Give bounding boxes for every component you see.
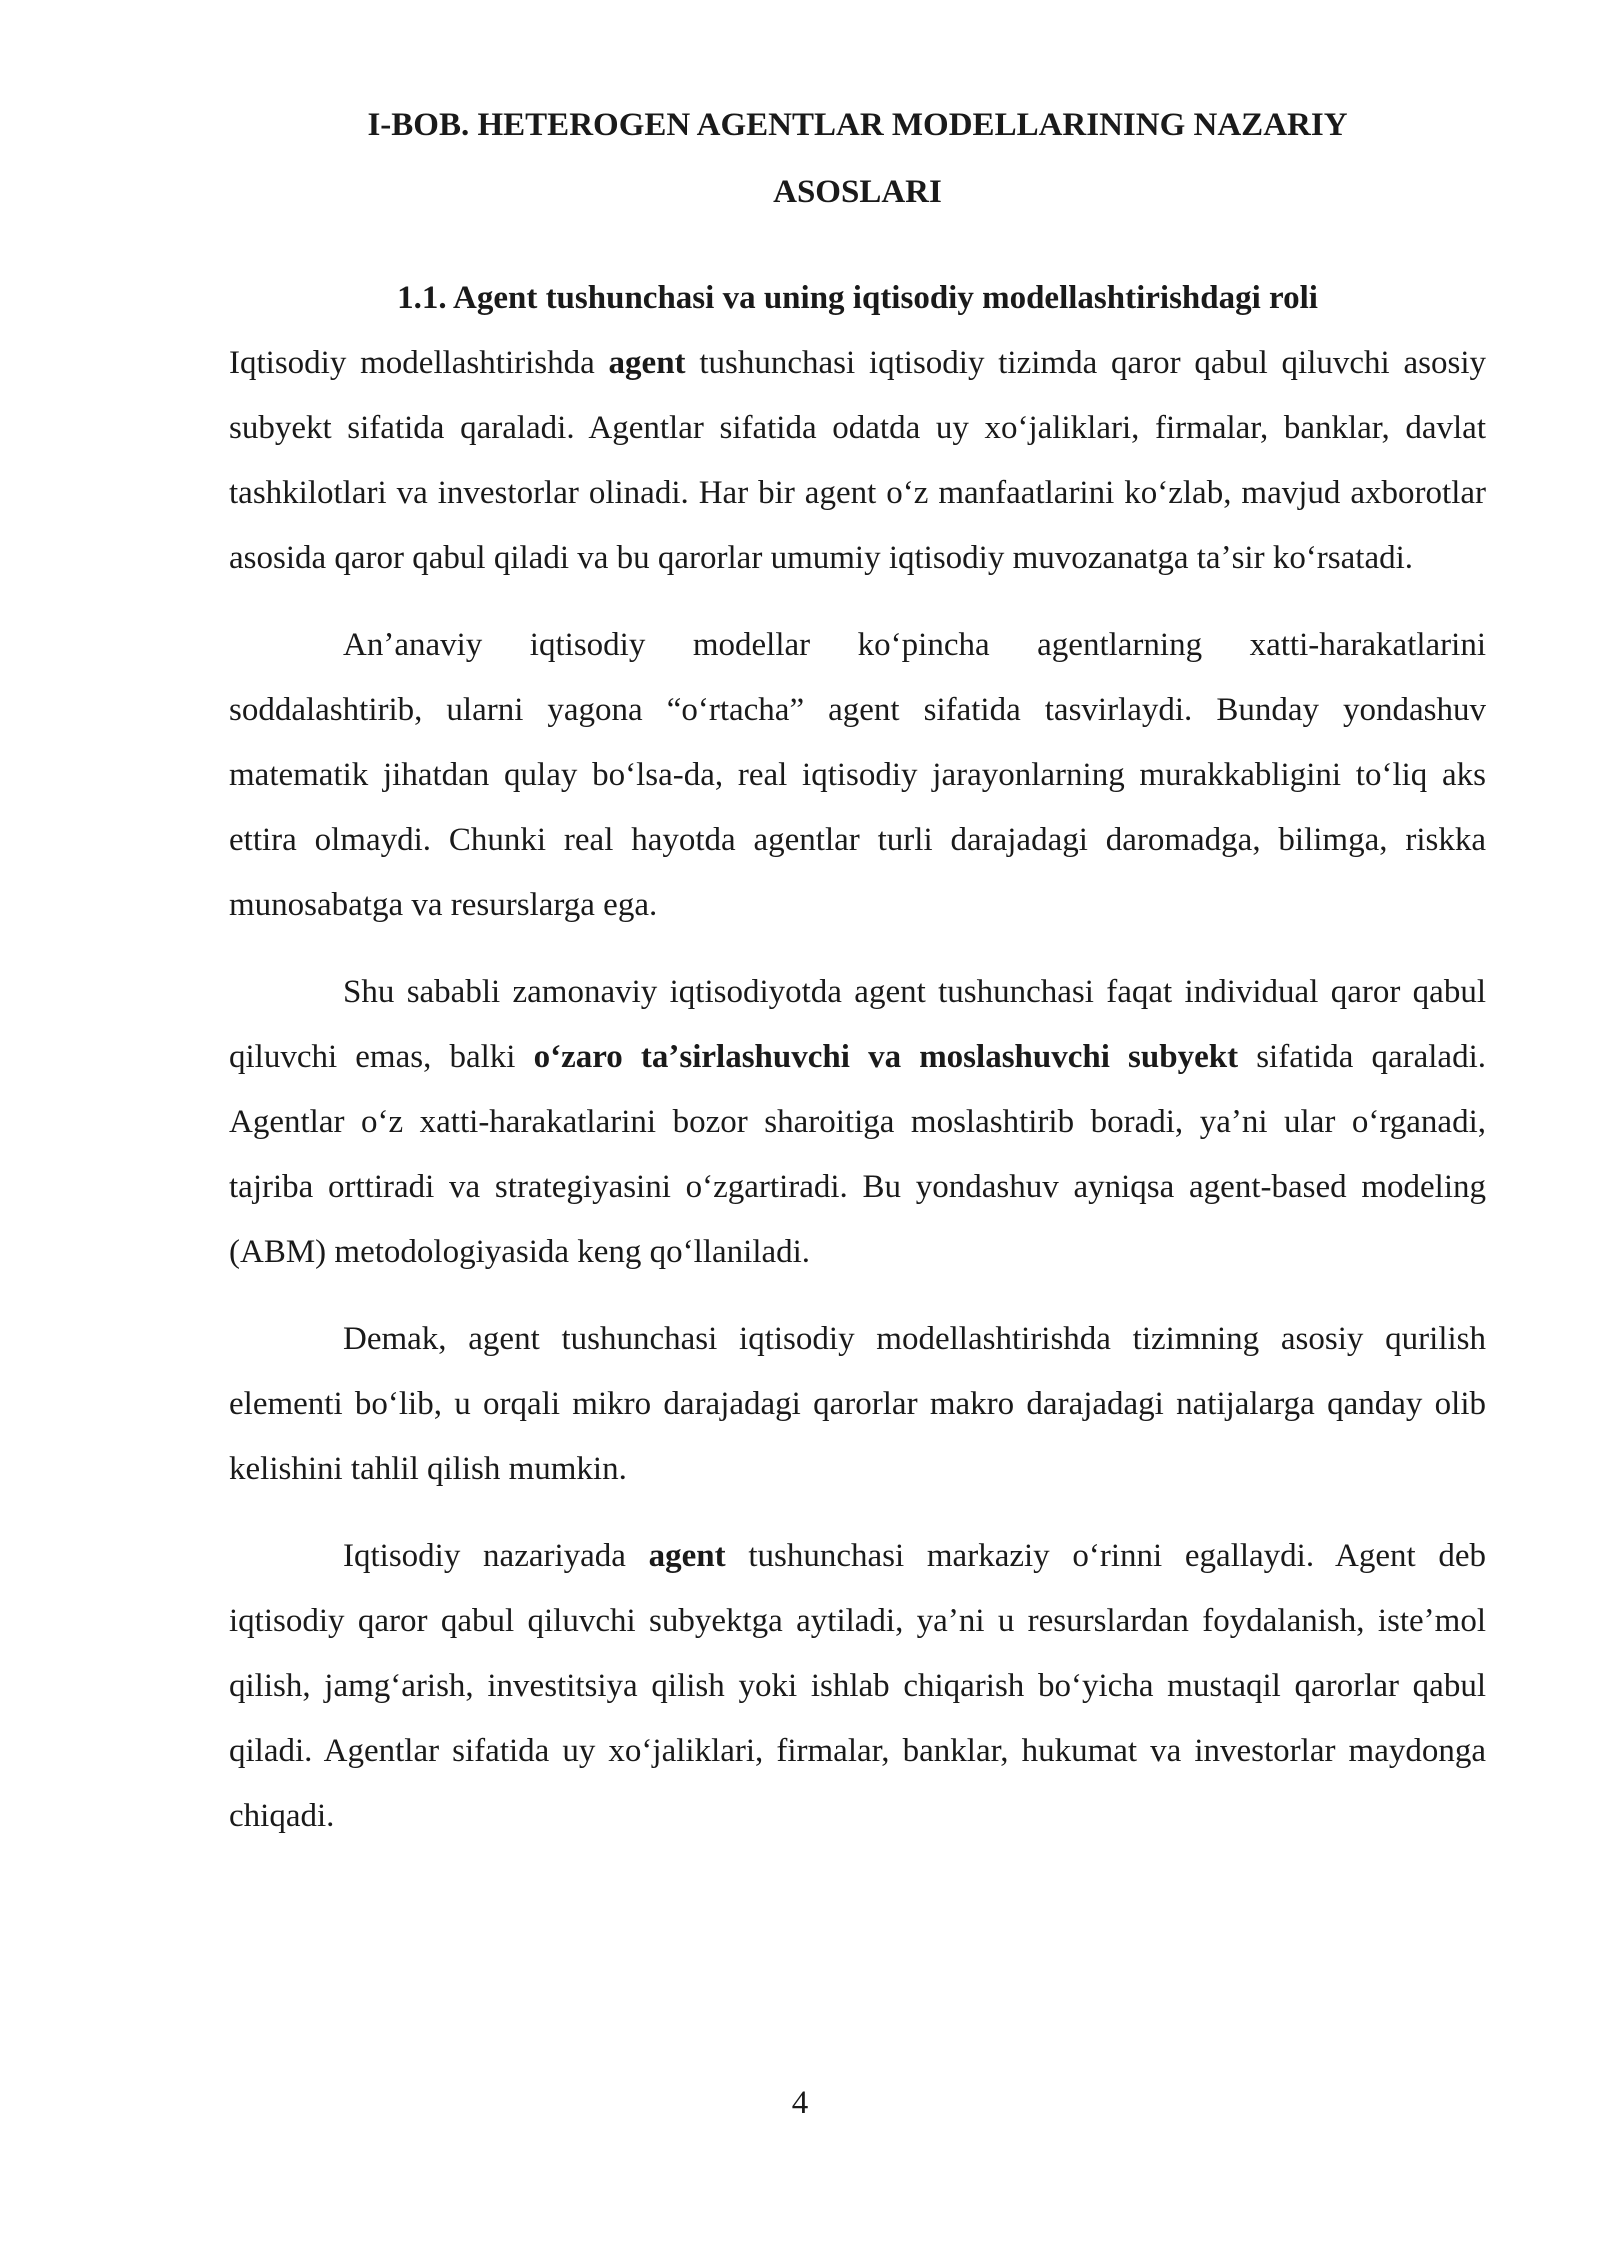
paragraph-4: Demak, agent tushunchasi iqtisodiy modellashtirishda tizimning asosiy qurilish elementi boʻlib, u orqali mikro darajadagi qarorlar makro darajadagi natijalarga qanday olib kelishini tahlil qilish mumkin. bbox=[229, 1321, 1486, 1487]
page-number: 4 bbox=[791, 2085, 809, 2121]
paragraph-3-text-end: sifatida qaraladi. Agentlar oʻz xatti-harakatlarini bozor sharoitiga moslashtirib boradi, yaʼni ular oʻrganadi, tajriba orttiradi va strategiyasini oʻzgartiradi. Bu yondashuv ayniqsa agent-based modeling (ABM) metodologiyasida keng qoʻllaniladi. bbox=[229, 1039, 1486, 1270]
paragraph-5-text-start: Iqtisodiy nazariyada bbox=[343, 1538, 649, 1574]
paragraph-1-text-start: Iqtisodiy modellashtirishda bbox=[229, 345, 609, 381]
chapter-title-line-1: I-BOB. HETEROGEN AGENTLAR MODELLARINING NAZARIY bbox=[367, 107, 1348, 143]
paragraph-1 bbox=[229, 331, 1486, 591]
paragraph-5-bold-term: agent bbox=[648, 1538, 726, 1574]
chapter-title-line-2: ASOSLARI bbox=[773, 174, 942, 210]
paragraph-5 bbox=[229, 1524, 1486, 1849]
paragraph-5-text-end: tushunchasi markaziy oʻrinni egallaydi. Agent deb iqtisodiy qaror qabul qiluvchi subyektga aytiladi, yaʼni u resurslardan foydalanish, isteʼmol qilish, jamgʻarish, investitsiya qilish yoki ishlab chiqarish boʻyicha mustaqil qarorlar qabul qiladi. Agentlar sifatida uy xoʻjaliklari, firmalar, banklar, hukumat va investorlar maydonga chiqadi. bbox=[229, 1538, 1486, 1834]
paragraph-3-text-start: Shu sababli zamonaviy iqtisodiyotda agent tushunchasi faqat individual qaror qabul qiluvchi emas, balki bbox=[229, 974, 1486, 1075]
section-title: 1.1. Agent tushunchasi va uning iqtisodiy modellashtirishdagi roli bbox=[397, 280, 1318, 316]
paragraph-1-bold-term: agent bbox=[608, 345, 686, 381]
paragraph-1-text-end: tushunchasi iqtisodiy tizimda qaror qabul qiluvchi asosiy subyekt sifatida qaraladi. Agentlar sifatida odatda uy xoʻjaliklari, firmalar, banklar, davlat tashkilotlari va investorlar olinadi. Har bir agent oʻz manfaatlarini koʻzlab, mavjud axborotlar asosida qaror qabul qiladi va bu qarorlar umumiy iqtisodiy muvozanatga taʼsir koʻrsatadi. bbox=[229, 345, 1486, 576]
paragraph-3 bbox=[229, 960, 1486, 1285]
paragraph-3-bold-term: oʻzaro taʼsirlashuvchi va moslashuvchi subyekt bbox=[533, 1039, 1239, 1075]
chapter-title bbox=[229, 92, 1486, 226]
document-page bbox=[229, 92, 1486, 1849]
paragraph-2: Anʼanaviy iqtisodiy modellar koʻpincha agentlarning xatti-harakatlarini soddalashtirib, ularni yagona “oʻrtacha” agent sifatida tasvirlaydi. Bunday yondashuv matematik jihatdan qulay boʻlsa-da, real iqtisodiy jarayonlarning murakkabligini toʻliq aks ettira olmaydi. Chunki real hayotda agentlar turli darajadagi daromadga, bilimga, riskka munosabatga va resurslarga ega. bbox=[229, 627, 1486, 923]
